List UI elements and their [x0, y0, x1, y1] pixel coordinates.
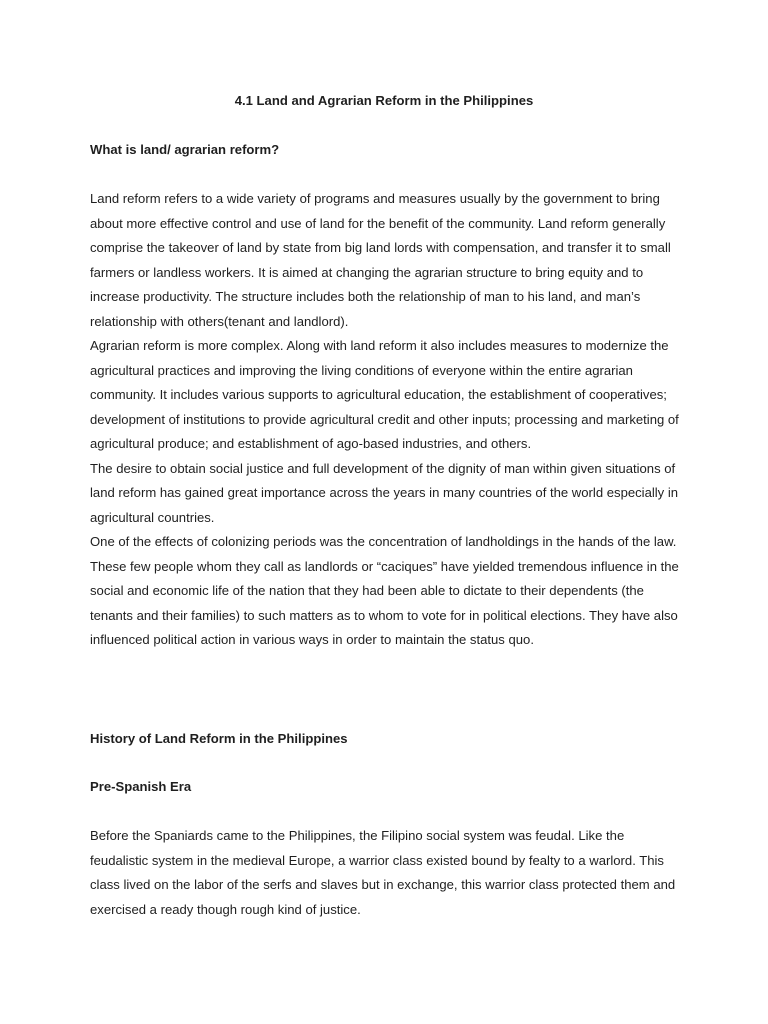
- paragraph: One of the effects of colonizing periods was the concentration of landholdings in the hands of the law. These few people whom they call as landlords or “caciques” have yielded tremendous influence in the social and economic life of the nation that they had been able to dictate to their dependents (the tenants and their families) to such matters as to whom to vote for in political elections. They have also influenced political action in various ways in order to maintain the status quo.: [90, 534, 679, 647]
- paragraph: Agrarian reform is more complex. Along with land reform it also includes measures to modernize the agricultural practices and improving the living conditions of everyone within the entire agrarian community. It includes various supports to agricultural education, the establishment of cooperatives; development of institutions to provide agricultural credit and other inputs; processing and marketing of agricultural produce; and establishment of ago-based industries, and others.: [90, 338, 679, 451]
- document-title: 4.1 Land and Agrarian Reform in the Philippines: [234, 93, 534, 108]
- section-heading-history: History of Land Reform in the Philippines: [90, 731, 348, 746]
- section-heading-what-is-reform: What is land/ agrarian reform?: [90, 142, 280, 157]
- subsection-heading-pre-spanish: Pre-Spanish Era: [90, 779, 192, 794]
- section-body-what-is-reform: [90, 187, 685, 653]
- paragraph: The desire to obtain social justice and full development of the dignity of man within given situations of land reform has gained great importance across the years in many countries of the world especially in agricultural countries.: [90, 460, 679, 525]
- paragraph: Before the Spaniards came to the Philippines, the Filipino social system was feudal. Like the feudalistic system in the medieval Europe, a warrior class existed bound by fealty to a warlord. This class lived on the labor of the serfs and slaves but in exchange, this warrior class protected them and exercised a ready though rough kind of justice.: [90, 828, 676, 917]
- paragraph: Land reform refers to a wide variety of programs and measures usually by the government to bring about more effective control and use of land for the benefit of the community. Land reform generally comprise the takeover of land by state from big land lords with compensation, and transfer it to small farmers or landless workers. It is aimed at changing the agrarian structure to bring equity and to increase productivity. The structure includes both the relationship of man to his land, and man’s relationship with others(tenant and landlord).: [90, 191, 671, 329]
- section-body-pre-spanish: [90, 824, 685, 922]
